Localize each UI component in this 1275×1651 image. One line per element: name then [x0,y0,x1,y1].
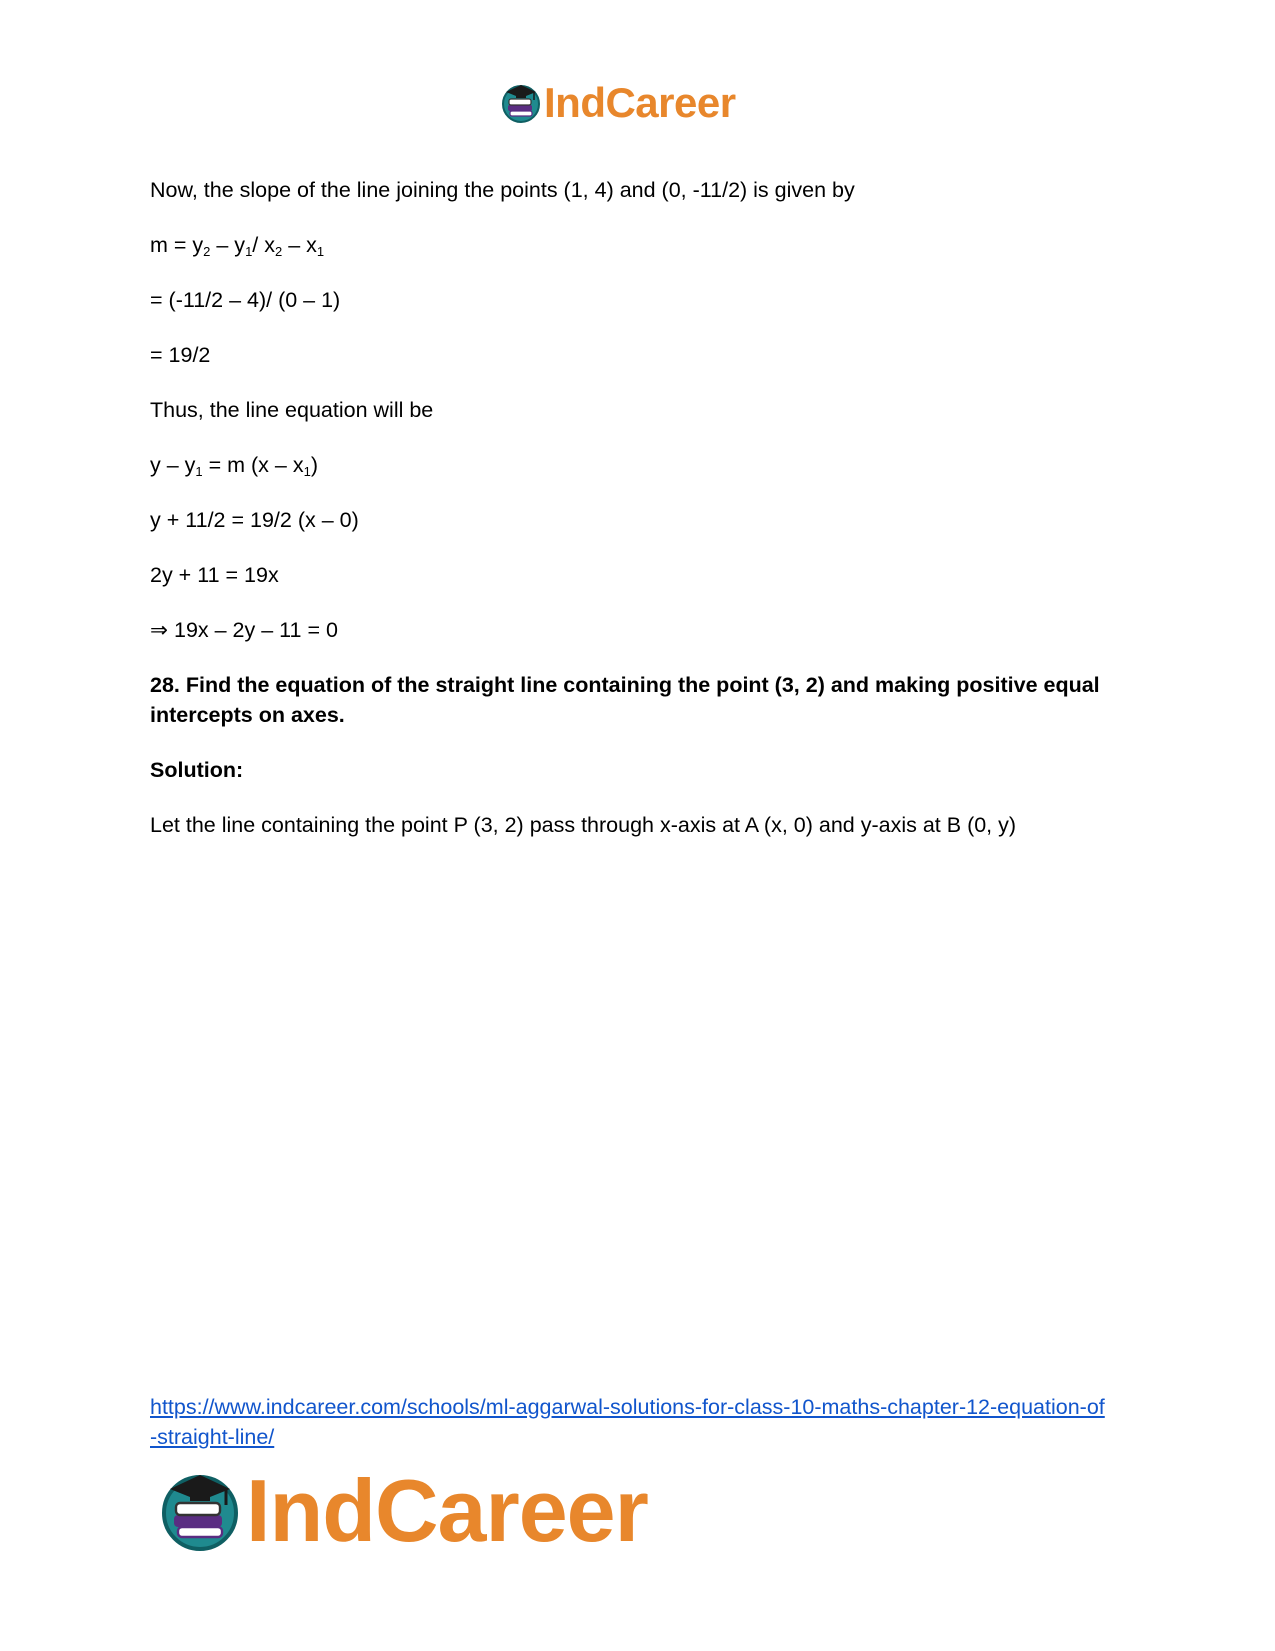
slope-result: = 19/2 [150,343,211,367]
graduation-cap-books-icon [500,82,542,124]
slope-formula: $m = y_2 - y_1/$ $x_2 - x_1$ [150,233,325,259]
solution-label: Solution: [150,758,244,782]
logo-text: IndCareer [246,1461,648,1560]
source-url-link[interactable]: https://www.indcareer.com/schools/ml-aggarwal-solutions-for-class-10-maths-chapter-12-equation-of-straight-line/ [150,1395,1105,1449]
graduation-cap-books-icon [158,1469,242,1553]
slope-step: = (-11/2 – 4)/ (0 – 1) [150,288,341,312]
equation-step-1: y + 11/2 = 19/2 (x – 0) [150,508,359,532]
slope-intro: Now, the slope of the line joining the points (1, 4) and (0, -11/2) is given by [150,178,855,202]
question-heading: 28. Find the equation of the straight line containing the point (3, 2) and making positive equal intercepts on axes. [150,673,1100,727]
solution-text: Let the line containing the point P (3, 2) pass through x-axis at A (x, 0) and y-axis at B (0, y) [150,813,1017,837]
point-slope-formula: $y - y_1 = m$ $(x - x_1)$ [150,453,318,479]
equation-final: ⇒ 19x – 2y – 11 = 0 [150,618,338,642]
line-equation-intro: Thus, the line equation will be [150,398,434,422]
document-body [150,175,1110,840]
logo-text: IndCareer [544,79,736,126]
footer-logo [158,1461,648,1560]
header-logo [500,78,736,128]
equation-step-2: 2y + 11 = 19x [150,563,279,587]
